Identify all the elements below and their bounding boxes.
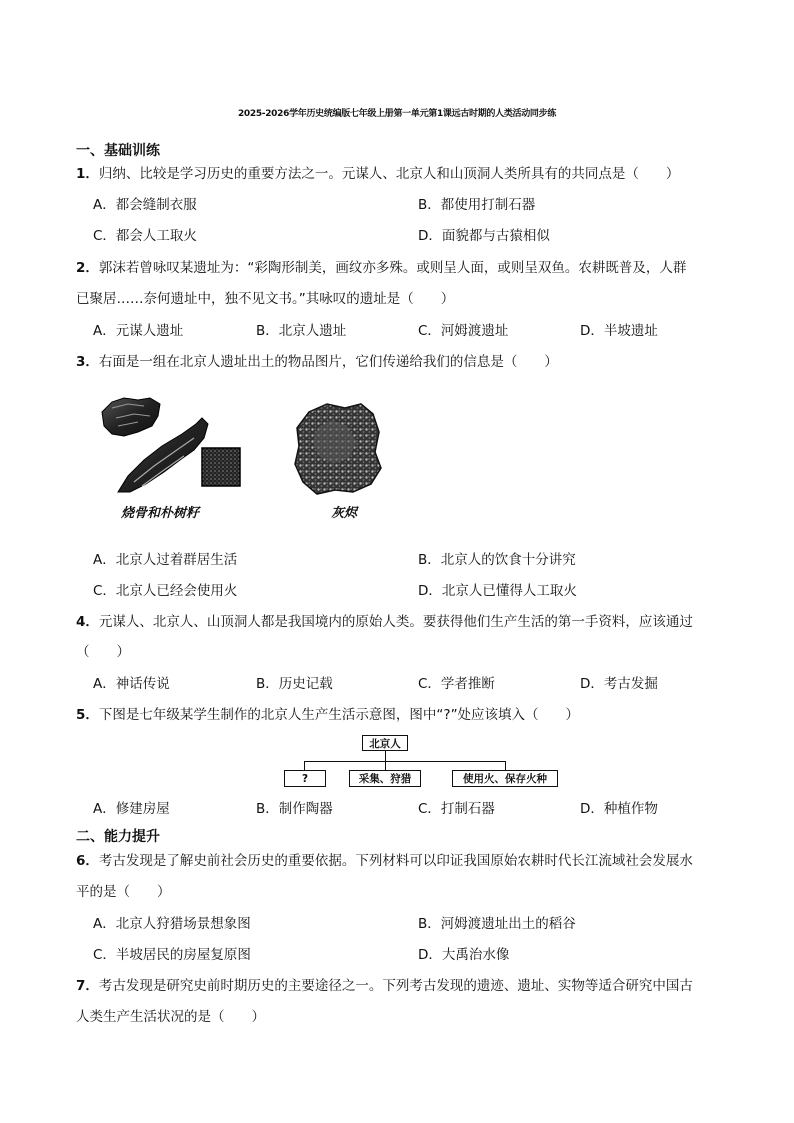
- question-6-line-1: [76, 852, 693, 870]
- question-2-line-1: [76, 259, 686, 277]
- question-4-line-1: [76, 613, 693, 631]
- question-4-option-c: C．学者推断: [418, 676, 495, 692]
- diagram-box-use-fire: 使用火、保存火种: [452, 770, 558, 787]
- question-1-option-c: C．都会人工取火: [93, 228, 197, 244]
- question-5-option-d: D．种植作物: [580, 801, 658, 817]
- question-3-option-b: B．北京人的饮食十分讲究: [418, 552, 576, 568]
- question-5-option-b: B．制作陶器: [256, 801, 333, 817]
- question-4-option-b: B．历史记载: [256, 676, 333, 692]
- diagram-connector: [385, 751, 386, 761]
- question-6-option-a: A．北京人狩猎场景想象图: [93, 916, 251, 932]
- question-5-option-a: A．修建房屋: [93, 801, 170, 817]
- question-2-option-c: C．河姆渡遗址: [418, 323, 509, 339]
- question-7-text-1: 考古发现是研究史前时期历史的主要途径之一。下列考古发现的遗迹、遗址、实物等适合研究中国古: [98, 978, 693, 994]
- question-5: [76, 706, 579, 724]
- question-4-option-d: D．考古发掘: [580, 676, 658, 692]
- question-1-text: 归纳、比较是学习历史的重要方法之一。元谋人、北京人和山顶洞人类所具有的共同点是（ ）: [98, 166, 680, 182]
- question-2-text-1: 郭沫若曾咏叹某遗址为：“彩陶形制美，画纹亦多殊。或则呈人面，或则呈双鱼。农耕既普及，人群: [98, 260, 687, 276]
- question-3-option-a: A．北京人过着群居生活: [93, 552, 238, 568]
- question-4-number: 4．: [76, 614, 99, 630]
- question-3-option-d: D．北京人已懂得人工取火: [418, 583, 577, 599]
- question-3: [76, 353, 558, 371]
- question-3-number: 3．: [76, 354, 99, 370]
- ashes-image: [287, 398, 387, 498]
- question-7-text-2: 人类生产生活状况的是（ ）: [76, 1009, 265, 1025]
- diagram-connector: [304, 761, 305, 770]
- question-2-option-a: A．元谋人遗址: [93, 323, 184, 339]
- question-4-text-1: 元谋人、北京人、山顶洞人都是我国境内的原始人类。要获得他们生产生活的第一手资料，应该通过: [98, 614, 693, 630]
- question-5-text: 下图是七年级某学生制作的北京人生产生活示意图，图中“?”处应该填入（ ）: [98, 707, 580, 723]
- ashes-illustration: [287, 398, 387, 498]
- question-4-text-2: （ ）: [76, 644, 130, 660]
- question-1-option-d: D．面貌都与古猿相似: [418, 228, 550, 244]
- question-1-option-b: B．都使用打制石器: [418, 197, 536, 213]
- caption-ashes: 灰烬: [331, 506, 358, 521]
- burnt-bones-seeds-illustration: [98, 394, 248, 498]
- question-6-option-b: B．河姆渡遗址出土的稻谷: [418, 916, 576, 932]
- diagram-root-box: 北京人: [362, 735, 408, 751]
- question-6-number: 6．: [76, 853, 99, 869]
- question-2-option-d: D．半坡遗址: [580, 323, 658, 339]
- caption-burnt-bones-seeds: 烧骨和朴树籽: [121, 506, 200, 521]
- question-1-number: 1．: [76, 166, 99, 182]
- question-7-number: 7．: [76, 978, 99, 994]
- question-6-text-2: 平的是（ ）: [76, 884, 171, 900]
- question-1-option-a: A．都会缝制衣服: [93, 197, 197, 213]
- page-title: 2025-2026学年历史统编版七年级上册第一单元第1课远古时期的人类活动同步练: [237, 109, 557, 119]
- question-7-line-1: [76, 977, 693, 995]
- question-5-number: 5．: [76, 707, 99, 723]
- question-2-number: 2．: [76, 260, 99, 276]
- question-1: [76, 165, 679, 183]
- question-5-option-c: C．打制石器: [418, 801, 495, 817]
- question-3-text: 右面是一组在北京人遗址出土的物品图片，它们传递给我们的信息是（ ）: [98, 354, 558, 370]
- section-ability-heading: 二、能力提升: [76, 829, 160, 845]
- question-3-option-c: C．北京人已经会使用火: [93, 583, 238, 599]
- section-basic-heading: 一、基础训练: [76, 143, 160, 159]
- question-6-option-d: D．大禹治水像: [418, 947, 510, 963]
- diagram-box-unknown: ?: [284, 770, 326, 787]
- diagram-connector: [304, 761, 505, 762]
- diagram-connector: [505, 761, 506, 770]
- diagram-connector: [385, 761, 386, 770]
- question-6-option-c: C．半坡居民的房屋复原图: [93, 947, 251, 963]
- question-4-option-a: A．神话传说: [93, 676, 170, 692]
- burnt-bones-seeds-image: [98, 394, 248, 498]
- question-2-text-2: 已聚居……奈何遗址中，独不见文书。”其咏叹的遗址是（ ）: [76, 291, 455, 307]
- question-2-option-b: B．北京人遗址: [256, 323, 347, 339]
- diagram-box-gathering-hunting: 采集、狩猎: [349, 770, 421, 787]
- question-6-text-1: 考古发现是了解史前社会历史的重要依据。下列材料可以印证我国原始农耕时代长江流域社会发展水: [98, 853, 693, 869]
